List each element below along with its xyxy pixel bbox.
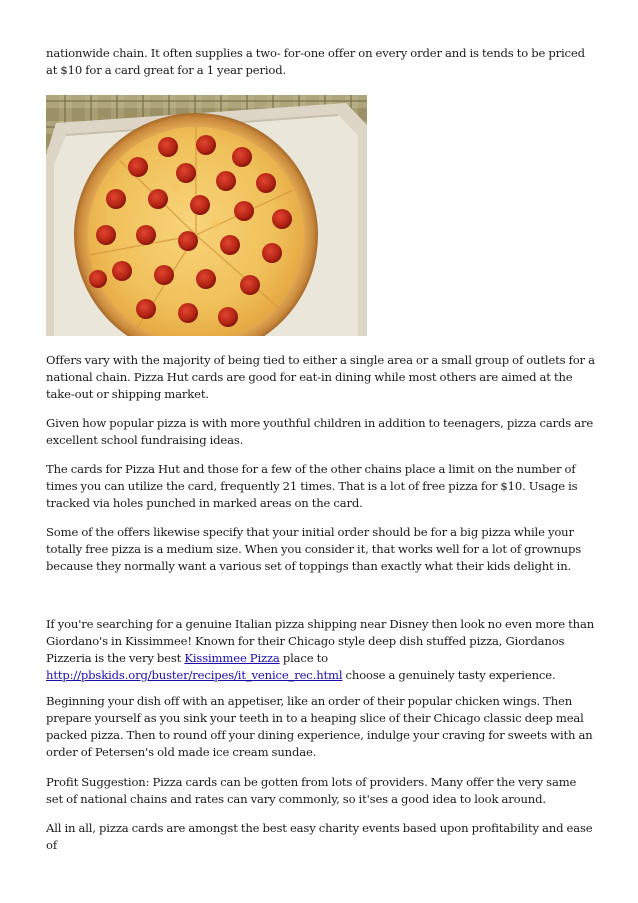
- paragraph-profit-suggestion: Profit Suggestion: Pizza cards can be gotten from lots of providers. Many offer the very same set of national chains and rates can vary commonly, so it'ses a good idea to look around.: [46, 775, 577, 806]
- giordanos-text-after: choose a genuinely tasty experience.: [342, 668, 556, 682]
- giordanos-text-middle: place to: [279, 651, 328, 665]
- paragraph-fundraising: Given how popular pizza is with more youthful children in addition to teenagers, pizza cards are excellent school fundraising ideas.: [46, 416, 594, 447]
- recipe-url-link[interactable]: http://pbskids.org/buster/recipes/it_venice_rec.html: [46, 668, 343, 682]
- paragraph-chain-offer: nationwide chain. It often supplies a two- for-one offer on every order and is tends to be priced at $10 for a card great for a 1 year period.: [46, 46, 585, 77]
- paragraph-giordanos: [46, 616, 596, 684]
- pizza-photo: [46, 95, 367, 336]
- paragraph-conclusion: All in all, pizza cards are amongst the best easy charity events based upon profitability and ease of: [46, 821, 593, 852]
- paragraph-order-size: Some of the offers likewise specify that your initial order should be for a big pizza while your totally free pizza is a medium size. When you consider it, that works well for a lot of grownups because they normally want a various set of toppings than exactly what their kids delight in.: [46, 525, 582, 573]
- paragraph-appetiser: Beginning your dish off with an appetiser, like an order of their popular chicken wings. Then prepare yourself as you sink your teeth in to a heaping slice of their Chicago classic deep meal packed pizza. Then to round off your dining experience, indulge your craving for sweets with an order of Petersen's old made ice cream sundae.: [46, 694, 593, 759]
- paragraph-offers: Offers vary with the majority of being tied to either a single area or a small group of outlets for a national chain. Pizza Hut cards are good for eat-in dining while most others are aimed at the take-out or shipping market.: [46, 353, 595, 401]
- giordanos-text-before: If you're searching for a genuine Italian pizza shipping near Disney then look no even more than Giordano's in Kissimmee! Known for their Chicago style deep dish stuffed pizza, Giordanos Pizzeria is the very best: [46, 617, 595, 665]
- paragraph-usage-limits: The cards for Pizza Hut and those for a few of the other chains place a limit on the number of times you can utilize the card, frequently 21 times. That is a lot of free pizza for $10. Usage is tracked via holes punched in marked areas on the card.: [46, 462, 578, 510]
- kissimmee-pizza-link[interactable]: Kissimmee Pizza: [184, 651, 280, 665]
